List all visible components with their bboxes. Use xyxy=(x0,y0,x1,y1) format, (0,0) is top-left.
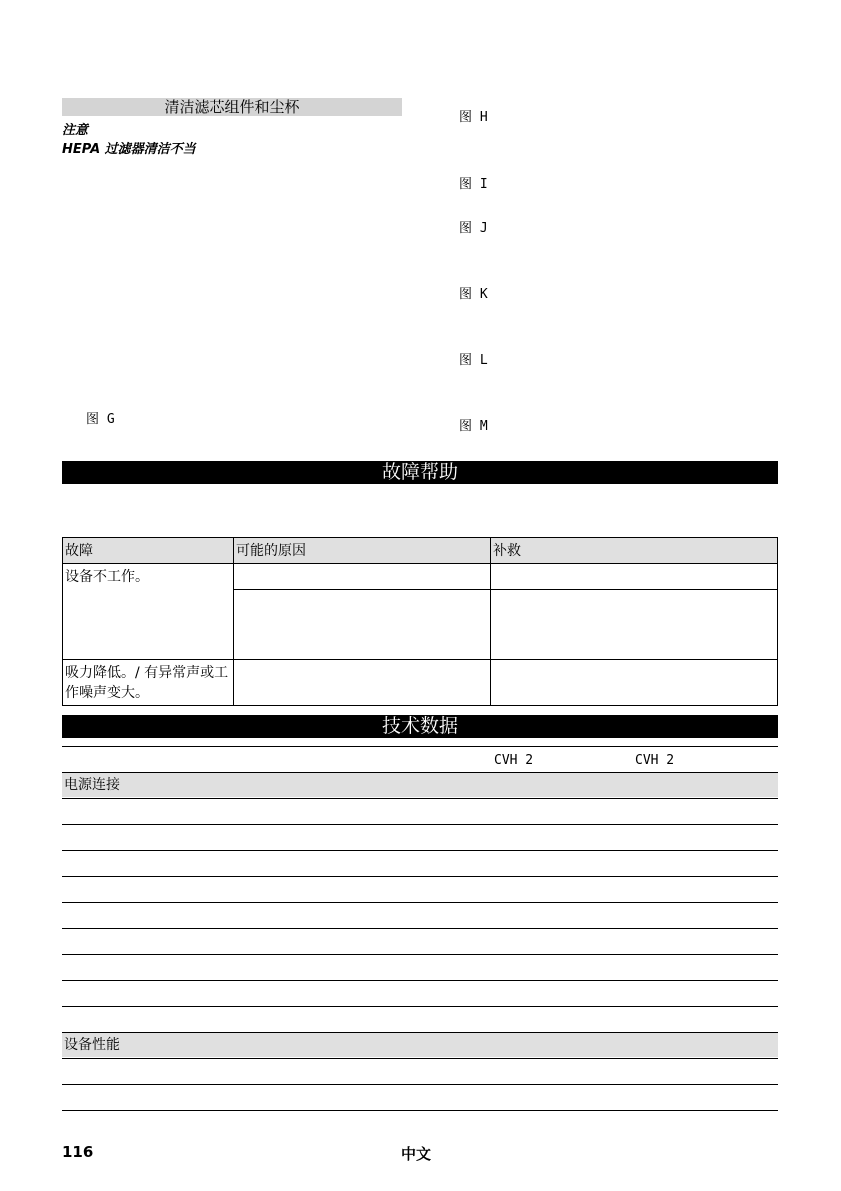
divider xyxy=(62,1058,778,1059)
divider xyxy=(62,1084,778,1085)
fault-cell: 吸力降低。/ 有异常声或工作噪声变大。 xyxy=(63,660,234,706)
group-power-connection xyxy=(62,773,778,797)
figure-ref-i: 图 I xyxy=(459,177,488,192)
figure-ref-m: 图 M xyxy=(459,419,488,434)
notice-text: HEPA 过滤器清洁不当 xyxy=(62,142,196,157)
language-label: 中文 xyxy=(401,1145,432,1163)
divider xyxy=(62,902,778,903)
troubleshooting-title: 故障帮助 xyxy=(62,461,778,484)
figure-ref-j: 图 J xyxy=(459,221,488,236)
table-row xyxy=(63,564,778,590)
table-header-row xyxy=(63,538,778,564)
header-remedy: 补救 xyxy=(491,538,778,564)
cause-cell xyxy=(234,564,491,590)
divider xyxy=(62,980,778,981)
header-cause: 可能的原因 xyxy=(234,538,491,564)
divider xyxy=(62,1110,778,1111)
divider xyxy=(62,798,778,799)
remedy-cell xyxy=(491,590,778,660)
cause-cell xyxy=(234,590,491,660)
divider xyxy=(62,928,778,929)
model-name-1: CVH 2 xyxy=(494,753,534,768)
figure-ref-h: 图 H xyxy=(459,110,488,125)
page-number: 116 xyxy=(62,1143,94,1161)
cause-cell xyxy=(234,660,491,706)
divider xyxy=(62,850,778,851)
remedy-cell xyxy=(491,564,778,590)
figure-ref-l: 图 L xyxy=(459,353,488,368)
section-title-cleaning: 清洁滤芯组件和尘杯 xyxy=(62,98,402,116)
technical-data-title: 技术数据 xyxy=(62,715,778,738)
table-row xyxy=(63,660,778,706)
divider xyxy=(62,1006,778,1007)
divider xyxy=(62,746,778,747)
figure-ref-g: 图 G xyxy=(86,412,115,427)
group-device-performance xyxy=(62,1033,778,1057)
troubleshooting-table xyxy=(62,537,778,706)
model-name-2: CVH 2 xyxy=(635,753,675,768)
fault-cell: 设备不工作。 xyxy=(63,564,234,660)
figure-ref-k: 图 K xyxy=(459,287,488,302)
group-label: 电源连接 xyxy=(64,777,120,793)
group-label: 设备性能 xyxy=(64,1037,120,1053)
remedy-cell xyxy=(491,660,778,706)
notice-heading: 注意 xyxy=(62,123,89,138)
header-fault: 故障 xyxy=(63,538,234,564)
divider xyxy=(62,954,778,955)
divider xyxy=(62,876,778,877)
divider xyxy=(62,824,778,825)
